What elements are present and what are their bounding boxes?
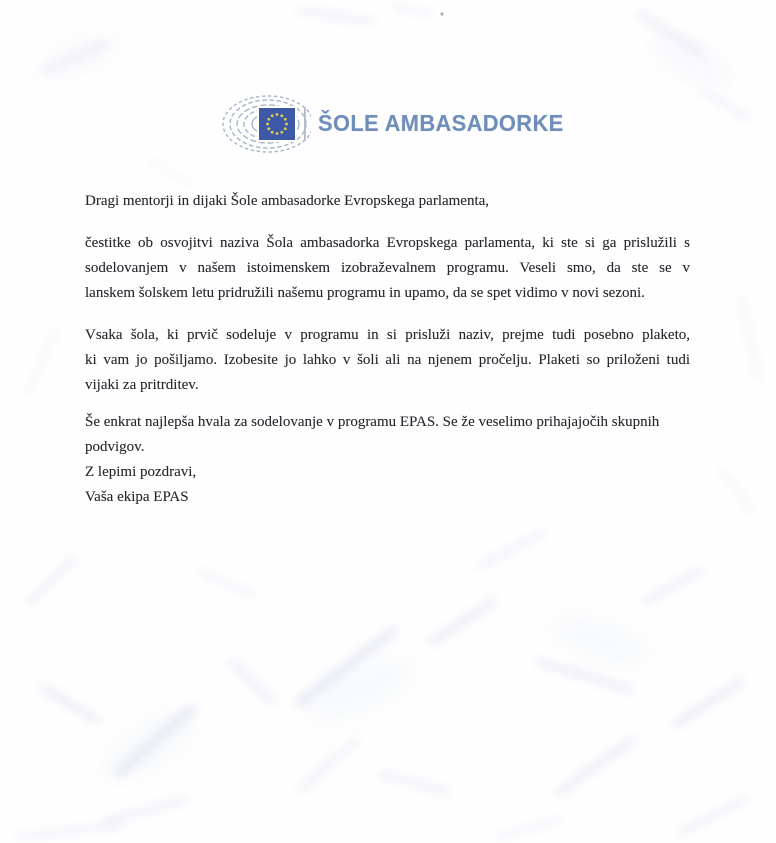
eu-flag-icon	[258, 107, 296, 141]
paragraph-line: Še enkrat najlepša hvala za sodelovanje v programu EPAS. Se že veselimo prihajajočih skupnih	[85, 414, 660, 430]
paragraph-line: lanskem šolskem letu pridružili našemu programu in upamo, da se spet vidimo v novi sezoni.	[85, 285, 645, 301]
paragraph-line: vijaki za pritrditev.	[85, 377, 199, 393]
paragraph-1	[85, 231, 690, 306]
letter-body	[85, 189, 690, 510]
scan-speck	[440, 12, 443, 15]
logo-wordmark: ŠOLE AMBASADORKE	[318, 109, 564, 136]
closing: Z lepimi pozdravi,	[85, 464, 197, 480]
paragraph-line: čestitke ob osvojitvi naziva Šola ambasadorka Evropskega parlamenta, ki ste si ga prislužili s	[85, 235, 690, 251]
paragraph-line: Vsaka šola, ki prvič sodeluje v programu in si prisluži naziv, prejme tudi posebno plaketo,	[85, 327, 690, 343]
european-parliament-hemicycle-icon	[215, 92, 311, 154]
paragraph-line: podvigov.	[85, 439, 145, 455]
paragraph-2	[85, 323, 690, 398]
logo-separator	[304, 107, 306, 141]
paragraph-3	[85, 410, 690, 460]
paragraph-line: sodelovanjem v našem istoimenskem izobraževalnem programu. Veseli smo, da ste se v	[85, 260, 690, 276]
epas-logo	[215, 92, 582, 154]
salutation: Dragi mentorji in dijaki Šole ambasadorke Evropskega parlamenta,	[85, 193, 490, 209]
signature: Vaša ekipa EPAS	[85, 489, 189, 505]
paragraph-line: ki vam jo pošiljamo. Izobesite jo lahko v šoli ali na njenem pročelju. Plaketi so priloženi tudi	[85, 352, 690, 368]
